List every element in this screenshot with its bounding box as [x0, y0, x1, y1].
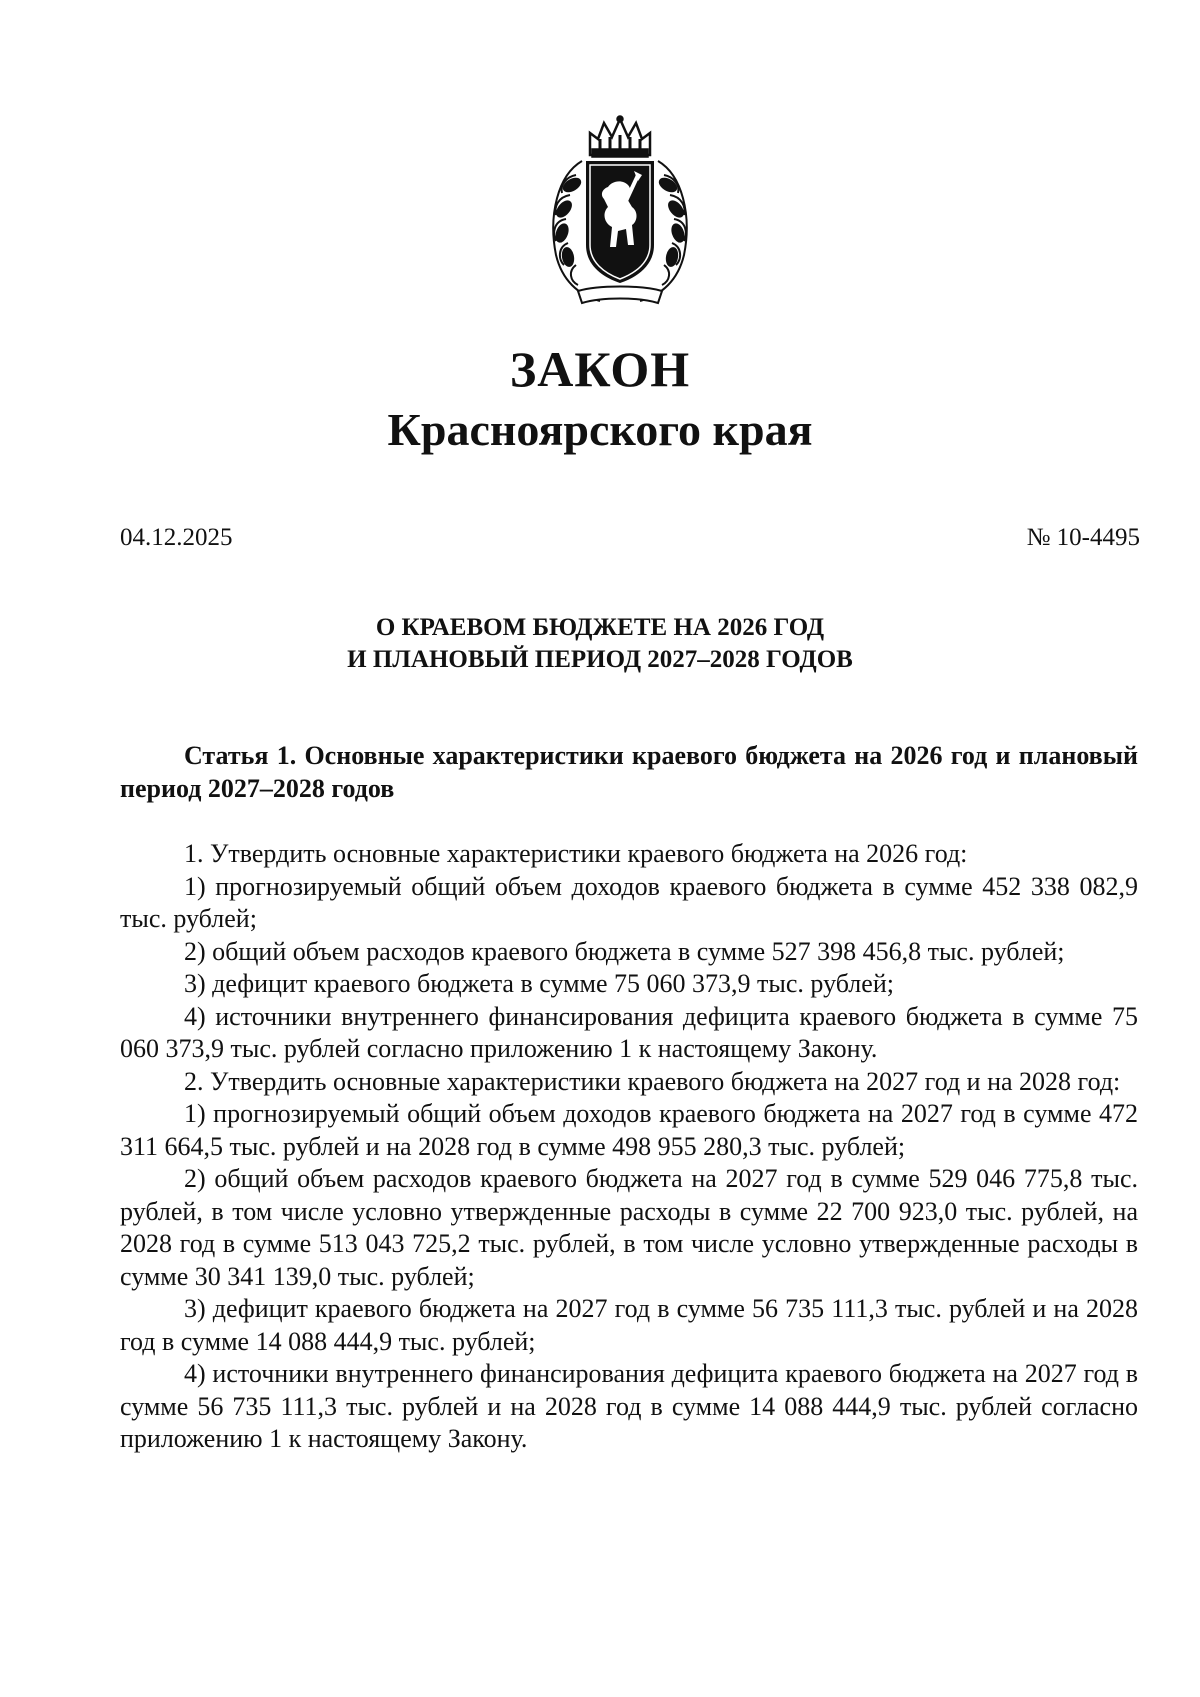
- article-title: Статья 1. Основные характеристики краевого бюджета на 2026 год и плановый период 2027–2028 годов: [120, 741, 1138, 803]
- document-title-line-1: О КРАЕВОМ БЮДЖЕТЕ НА 2026 ГОД: [375, 614, 825, 641]
- paragraph: 2. Утвердить основные характеристики краевого бюджета на 2027 год и на 2028 год:: [184, 1066, 1121, 1096]
- law-date: 04.12.2025: [120, 524, 233, 551]
- paragraph: 4) источники внутреннего финансирования дефицита краевого бюджета на 2027 год в сумме 56 735 111,3 тыс. рублей и на 2028 год в сумме 14 088 444,9 тыс. рублей согласно приложению 1 к настоящему Закону.: [120, 1359, 1138, 1453]
- paragraph: 2) общий объем расходов краевого бюджета в сумме 527 398 456,8 тыс. рублей;: [184, 936, 1065, 966]
- paragraph: 1) прогнозируемый общий объем доходов краевого бюджета в сумме 452 338 082,9 тыс. рублей;: [120, 871, 1138, 933]
- paragraph: 2) общий объем расходов краевого бюджета на 2027 год в сумме 529 046 775,8 тыс. рублей, в том числе условно утвержденные расходы в сумме 22 700 923,0 тыс. рублей, на 2028 год в сумме 513 043 725,2 тыс. рублей, в том числе условно утвержденные расходы в сумме 30 341 139,0 тыс. рублей;: [120, 1164, 1138, 1291]
- paragraph: 3) дефицит краевого бюджета на 2027 год в сумме 56 735 111,3 тыс. рублей и на 2028 год в сумме 14 088 444,9 тыс. рублей;: [120, 1294, 1138, 1356]
- law-region-subtitle: Красноярского края: [387, 404, 813, 455]
- law-title: ЗАКОН: [509, 341, 691, 397]
- paragraph: 1. Утвердить основные характеристики краевого бюджета на 2026 год:: [184, 839, 968, 868]
- paragraph: 3) дефицит краевого бюджета в сумме 75 060 373,9 тыс. рублей;: [184, 969, 894, 998]
- paragraph: 4) источники внутреннего финансирования дефицита краевого бюджета в сумме 75 060 373,9 тыс. рублей согласно приложению 1 к настоящему Закону.: [120, 1001, 1138, 1063]
- document-title: [0, 612, 1200, 676]
- law-number: № 10-4495: [1026, 524, 1140, 551]
- law-meta-row: [120, 520, 1140, 556]
- document-title-line-2: И ПЛАНОВЫЙ ПЕРИОД 2027–2028 ГОДОВ: [347, 646, 853, 673]
- paragraph: 1) прогнозируемый общий объем доходов краевого бюджета на 2027 год в сумме 472 311 664,5 тыс. рублей и на 2028 год в сумме 498 955 280,3 тыс. рублей;: [120, 1099, 1138, 1161]
- document-body: [120, 740, 1138, 1456]
- coat-of-arms-icon: [538, 115, 702, 311]
